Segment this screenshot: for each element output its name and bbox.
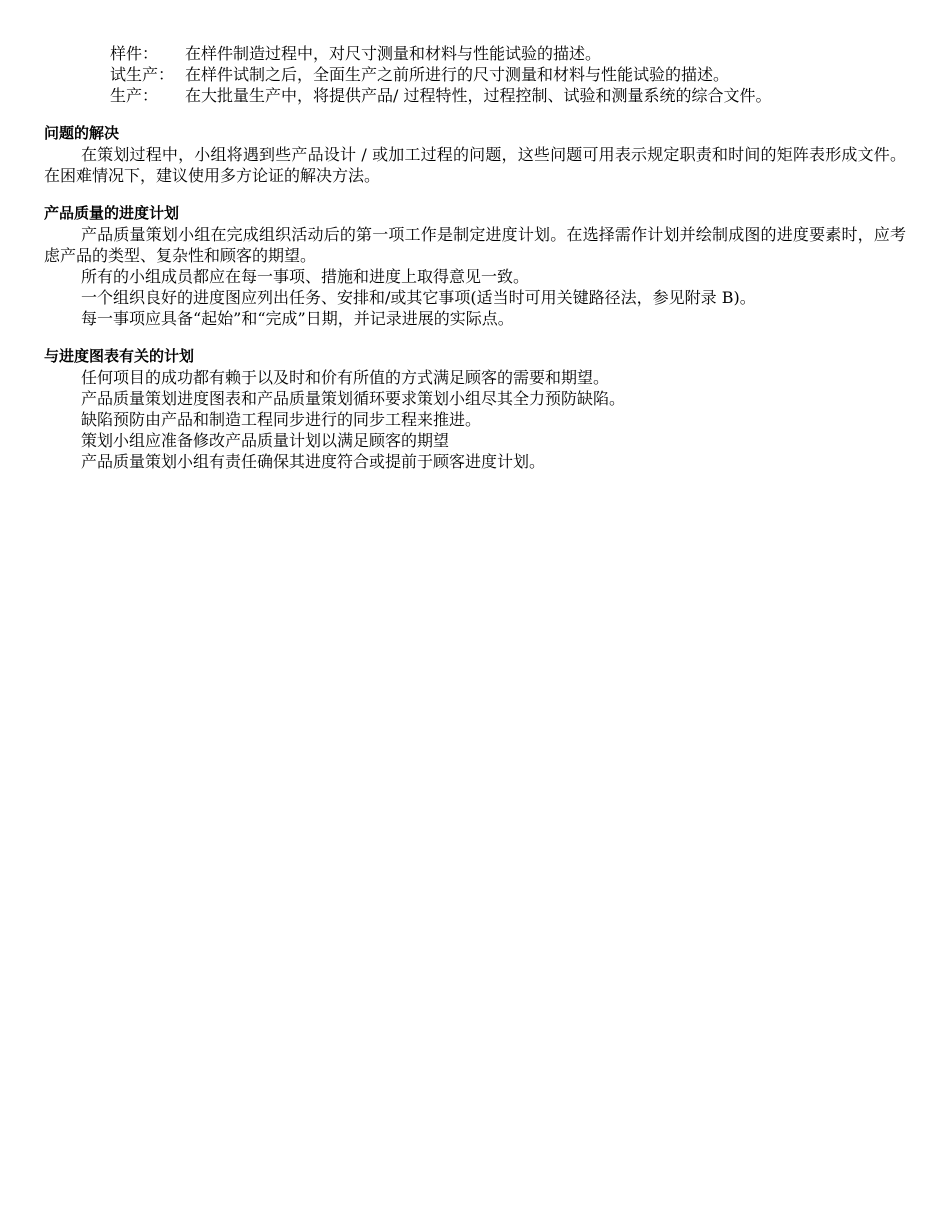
document-page	[44, 43, 906, 472]
paragraph: 每一事项应具备“起始”和“完成”日期，并记录进展的实际点。	[81, 309, 514, 328]
definition-term: 样件：	[110, 44, 159, 63]
paragraph: 所有的小组成员都应在每一事项、措施和进度上取得意见一致。	[81, 267, 530, 286]
paragraph: 策划小组应准备修改产品质量计划以满足顾客的期望	[81, 431, 450, 450]
section-quality-timing-plan	[44, 203, 906, 329]
paragraph: 一个组织良好的进度图应列出任务、安排和/或其它事项(适当时可用关键路径法，参见附录 B)。	[81, 288, 756, 307]
definition-description: 在样件试制之后，全面生产之前所进行的尺寸测量和材料与性能试验的描述。	[185, 65, 730, 84]
definition-row	[110, 85, 906, 106]
definition-description: 在大批量生产中，将提供产品/ 过程特性，过程控制、试验和测量系统的综合文件。	[185, 86, 772, 105]
paragraph: 缺陷预防由产品和制造工程同步进行的同步工程来推进。	[81, 410, 482, 429]
section-heading: 与进度图表有关的计划	[44, 347, 195, 365]
paragraph: 在策划过程中，小组将遇到些产品设计 / 或加工过程的问题，这些问题可用表示规定职责和时间的矩阵表形成文件。在困难情况下，建议使用多方论证的解决方法。	[44, 145, 906, 185]
definition-row	[110, 43, 906, 64]
section-timing-chart-plans	[44, 346, 906, 472]
paragraph: 任何项目的成功都有赖于以及时和价有所值的方式满足顾客的需要和期望。	[81, 368, 610, 387]
definition-term: 试生产：	[110, 65, 175, 84]
definition-description: 在样件制造过程中，对尺寸测量和材料与性能试验的描述。	[185, 44, 602, 63]
paragraph: 产品质量策划小组有责任确保其进度符合或提前于顾客进度计划。	[81, 452, 546, 471]
definition-row	[110, 64, 906, 85]
section-heading: 产品质量的进度计划	[44, 204, 180, 222]
section-problem-solving	[44, 123, 906, 186]
definition-term: 生产：	[110, 86, 159, 105]
section-heading: 问题的解决	[44, 124, 120, 142]
paragraph: 产品质量策划小组在完成组织活动后的第一项工作是制定进度计划。在选择需作计划并绘制成图的进度要素时，应考虑产品的类型、复杂性和顾客的期望。	[44, 225, 906, 265]
paragraph: 产品质量策划进度图表和产品质量策划循环要求策划小组尽其全力预防缺陷。	[81, 389, 626, 408]
definition-list	[44, 43, 906, 106]
